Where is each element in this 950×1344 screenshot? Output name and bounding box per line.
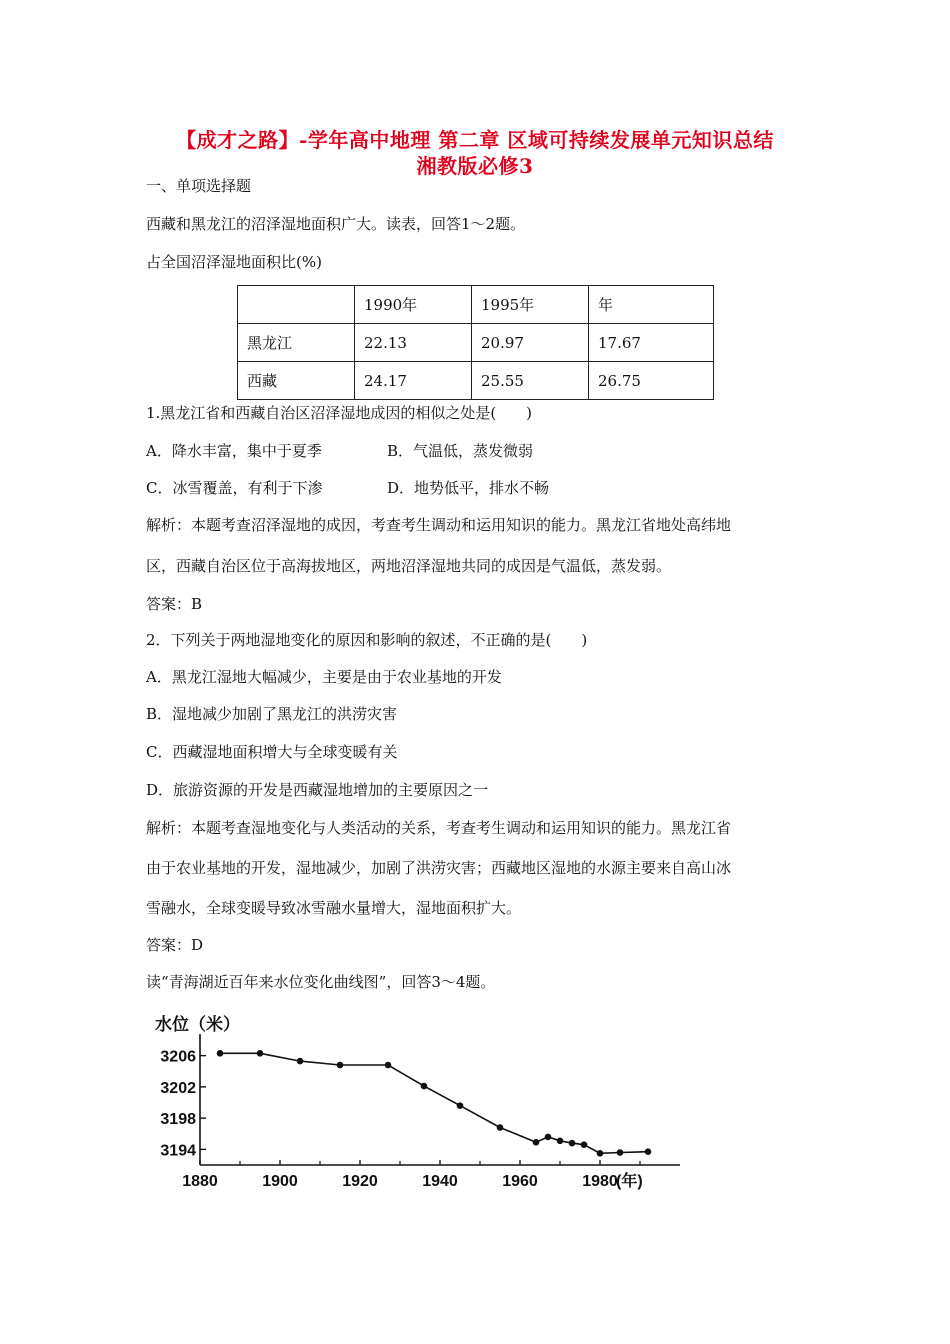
question-1-option-d: D．地势低平，排水不畅: [387, 479, 550, 497]
x-tick-label: 1900: [262, 1173, 298, 1190]
x-axis-label: (年): [616, 1173, 643, 1190]
x-tick-label: 1880: [182, 1173, 218, 1190]
data-point: [581, 1141, 588, 1148]
data-point: [257, 1050, 264, 1057]
x-tick-label: 1920: [342, 1173, 378, 1190]
y-tick-labels: [160, 1049, 196, 1160]
water-level-line: [220, 1053, 648, 1153]
x-tick-label: 1980: [582, 1173, 618, 1190]
data-point: [217, 1050, 224, 1057]
table-cell: 1995年: [472, 286, 589, 324]
x-tick-labels: [182, 1173, 618, 1190]
data-point: [385, 1062, 392, 1069]
data-point: [497, 1124, 504, 1131]
y-tick-label: 3202: [160, 1079, 196, 1097]
question-1-answer: 答案：B: [146, 595, 203, 613]
table-cell: 26.75: [589, 362, 714, 400]
question-1-option-a: A．降水丰富，集中于夏季: [146, 442, 322, 460]
question-2-option-c: C．西藏湿地面积增大与全球变暖有关: [146, 743, 398, 761]
data-point: [617, 1149, 624, 1156]
question-1-analysis-line2: 区，西藏自治区位于高海拔地区，两地沼泽湿地共同的成因是气温低，蒸发弱。: [146, 557, 672, 575]
question-1-option-c: C．冰雪覆盖，有利于下渗: [146, 479, 323, 497]
y-tick-label: 3198: [160, 1111, 196, 1129]
data-points: [217, 1050, 652, 1157]
question-1-option-b: B．气温低，蒸发微弱: [387, 442, 534, 460]
table-cell: 西藏: [238, 362, 355, 400]
question-2-analysis-line3: 雪融水，全球变暖导致冰雪融水量增大，湿地面积扩大。: [146, 899, 522, 917]
table-cell: 1990年: [355, 286, 472, 324]
table-row: [238, 324, 714, 362]
y-axis-label: 水位（米）: [155, 1015, 240, 1034]
question-1-analysis-line1: 解析：本题考查沼泽湿地的成因，考查考生调动和运用知识的能力。黑龙江省地处高纬地: [146, 516, 732, 534]
document-title-line1: 【成才之路】-学年高中地理 第二章 区域可持续发展单元知识总结: [176, 128, 774, 152]
question-2-option-d: D．旅游资源的开发是西藏湿地增加的主要原因之一: [146, 781, 489, 799]
data-point: [645, 1148, 652, 1155]
data-point: [297, 1058, 304, 1065]
data-point: [569, 1140, 576, 1147]
question-2-option-b: B．湿地减少加剧了黑龙江的洪涝灾害: [146, 705, 398, 723]
question-2-stem: 2．下列关于两地湿地变化的原因和影响的叙述，不正确的是( ): [146, 631, 588, 649]
question-2-option-a: A．黑龙江湿地大幅减少，主要是由于农业基地的开发: [146, 668, 502, 686]
y-tick-label: 3206: [160, 1048, 196, 1066]
intro-text: 西藏和黑龙江的沼泽湿地面积广大。读表，回答1～2题。: [146, 215, 526, 233]
question-2-analysis-line1: 解析：本题考查湿地变化与人类活动的关系，考查考生调动和运用知识的能力。黑龙江省: [146, 819, 732, 837]
intro-text-chart: 读“青海湖近百年来水位变化曲线图”，回答3～4题。: [146, 973, 496, 991]
y-tick-label: 3194: [160, 1142, 196, 1160]
data-point: [337, 1062, 344, 1069]
chart-axes: [200, 1034, 680, 1165]
table-cell: 22.13: [355, 324, 472, 362]
x-tick-label: 1960: [502, 1173, 538, 1190]
table-cell: 20.97: [472, 324, 589, 362]
question-1-stem: 1.黑龙江省和西藏自治区沼泽湿地成因的相似之处是( ): [146, 404, 533, 422]
x-tick-label: 1940: [422, 1173, 458, 1190]
document-title-line2: 湘教版必修3: [416, 154, 534, 178]
data-point: [533, 1139, 540, 1146]
table-cell: [238, 286, 355, 324]
table-cell: 25.55: [472, 362, 589, 400]
table-cell: 年: [589, 286, 714, 324]
data-point: [557, 1137, 564, 1144]
data-point: [545, 1134, 552, 1141]
data-point: [421, 1083, 428, 1090]
table-header-row: [238, 286, 714, 324]
question-2-answer: 答案：D: [146, 936, 204, 954]
data-point: [597, 1150, 604, 1157]
question-2-analysis-line2: 由于农业基地的开发，湿地减少，加剧了洪涝灾害；西藏地区湿地的水源主要来自高山冰: [146, 859, 732, 877]
table-cell: 17.67: [589, 324, 714, 362]
section-heading: 一、单项选择题: [146, 177, 252, 195]
table-caption: 占全国沼泽湿地面积比(%): [146, 253, 322, 271]
wetland-table: [237, 285, 714, 400]
water-level-chart: [150, 1010, 690, 1200]
table-cell: 24.17: [355, 362, 472, 400]
table-cell: 黑龙江: [238, 324, 355, 362]
table-row: [238, 362, 714, 400]
data-point: [457, 1102, 464, 1109]
